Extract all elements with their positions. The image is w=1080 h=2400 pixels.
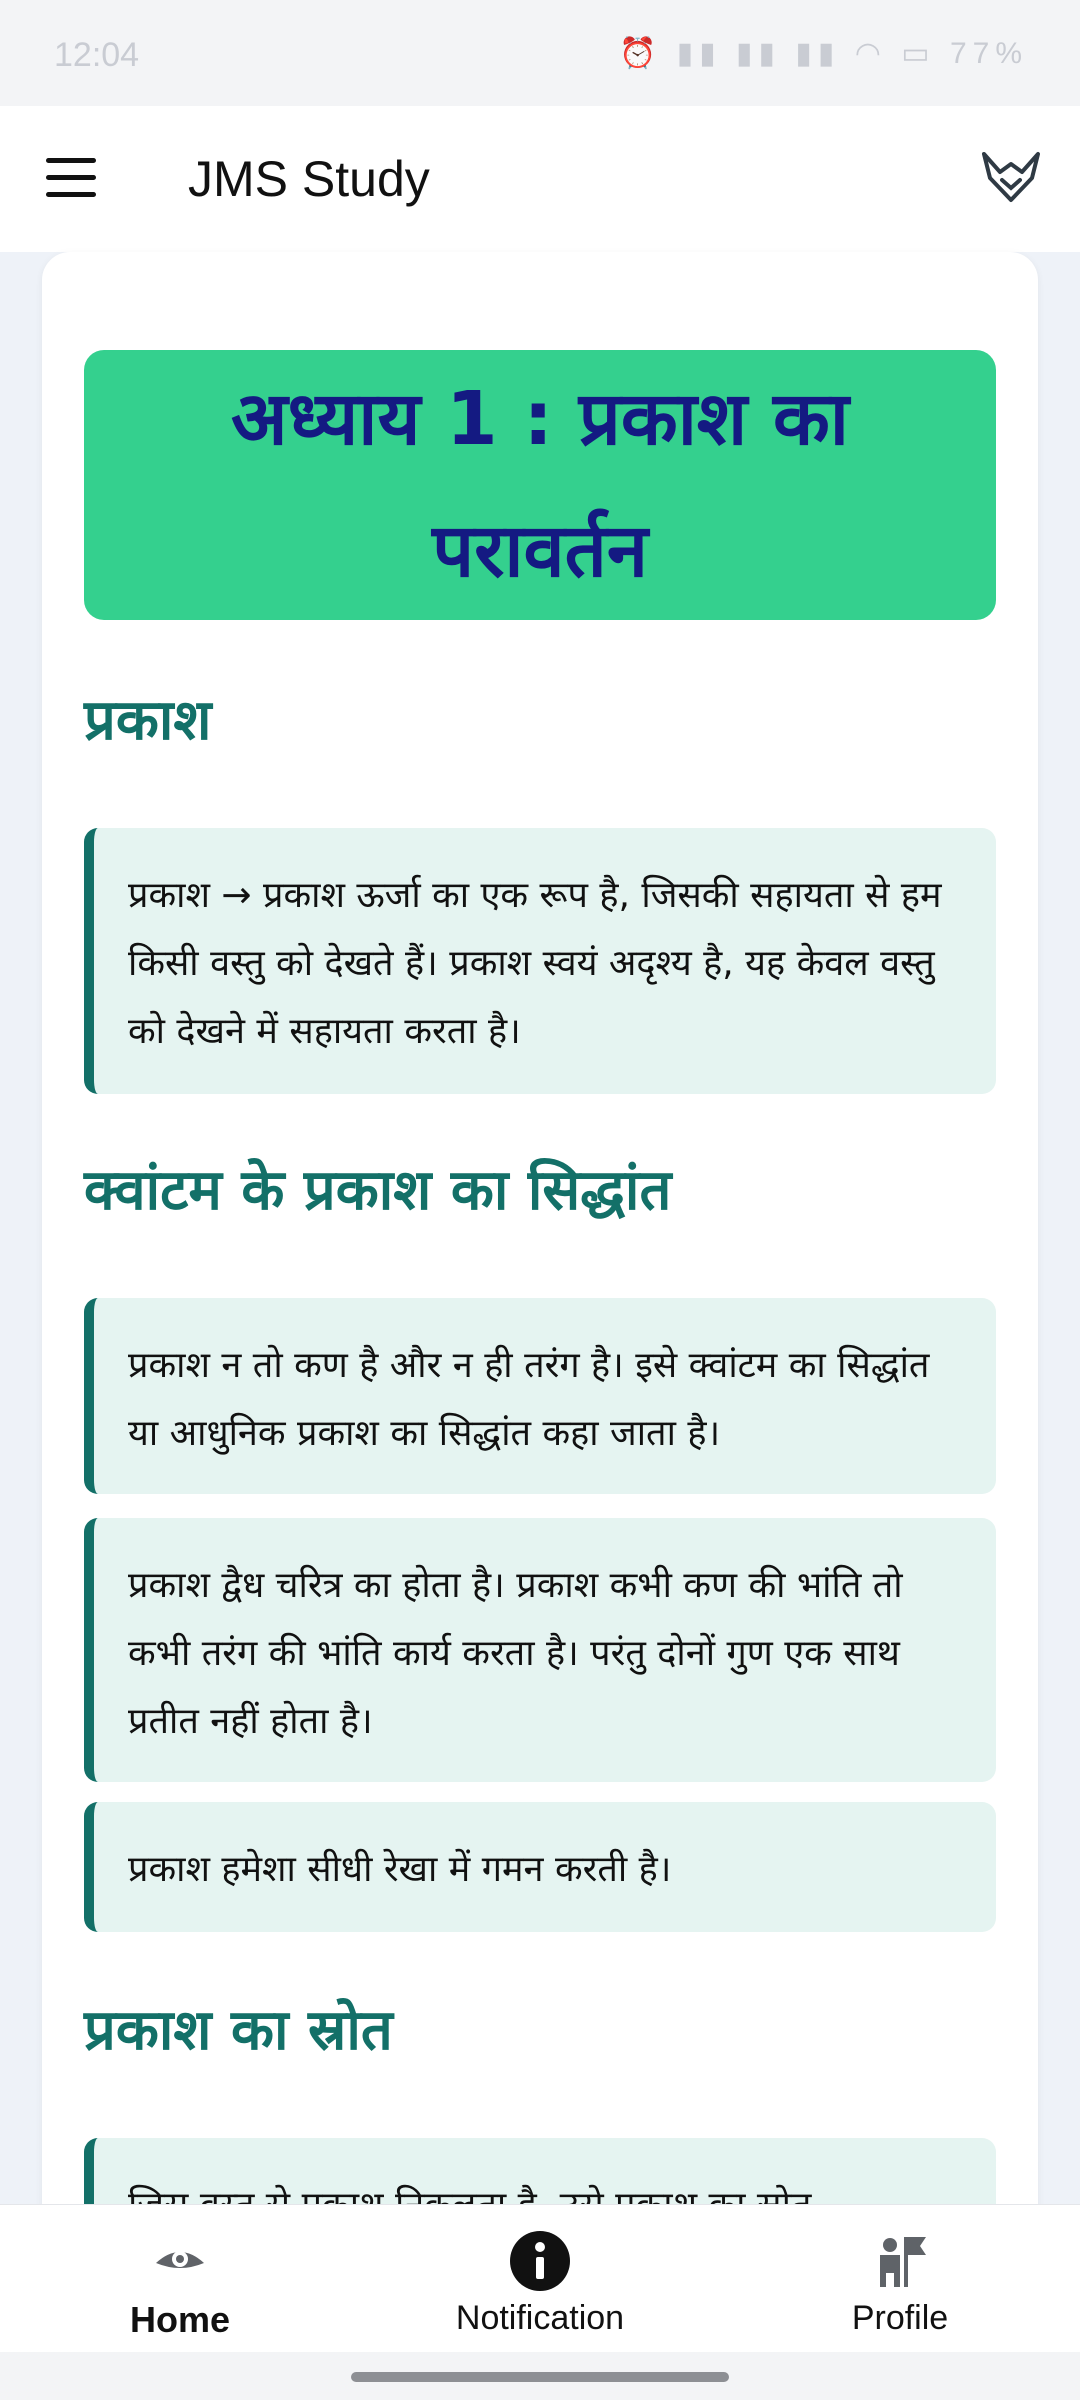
bottom-navigation [0,2204,1080,2352]
person-flag-icon [868,2229,932,2293]
jms-logo-icon[interactable] [978,144,1044,210]
nav-home[interactable] [0,2205,360,2353]
gesture-handle[interactable] [351,2372,729,2382]
note-card: प्रकाश हमेशा सीधी रेखा में गमन करती है। [84,1802,996,1932]
nav-home-label: Home [129,2299,231,2340]
section-heading-source: प्रकाश का स्रोत [84,1998,393,2063]
status-time: 12:04 [54,36,140,74]
note-card: प्रकाश → प्रकाश ऊर्जा का एक रूप है, जिसकी सहायता से हम किसी वस्तु को देखते हैं। प्रकाश स्वयं अदृश्य है, यह केवल वस्तु को देखने में सहायता करता है। [84,828,996,1094]
battery-level: 77% [949,37,1028,70]
eye-icon [148,2229,212,2293]
app-title: JMS Study [188,151,430,207]
info-icon [508,2229,572,2293]
section-heading-prakash: प्रकाश [84,688,212,753]
status-bar [0,0,1080,106]
section-heading-quantum: क्वांटम के प्रकाश का सिद्धांत [84,1158,672,1223]
status-icons [619,36,1028,71]
note-card: प्रकाश न तो कण है और न ही तरंग है। इसे क्वांटम का सिद्धांत या आधुनिक प्रकाश का सिद्धांत कहा जाता है। [84,1298,996,1494]
note-card: प्रकाश द्वैध चरित्र का होता है। प्रकाश कभी कण की भांति तो कभी तरंग की भांति कार्य करता है। परंतु दोनों गुण एक साथ प्रतीत नहीं होता है। [84,1518,996,1782]
chapter-title: अध्याय 1 : प्रकाश का परावर्तन [231,376,849,594]
nav-profile[interactable] [720,2205,1080,2353]
chapter-banner [84,350,996,620]
app-bar [0,106,1080,252]
hamburger-menu-icon[interactable] [44,156,100,200]
nav-profile-label: Profile [851,2299,949,2337]
content-card [42,252,1038,2252]
nav-notification-label: Notification [455,2299,625,2337]
status-indicators: ⏰ ▮▮ ▮▮ ▮▮ ◠ ▭ [619,37,936,70]
nav-notification[interactable] [360,2205,720,2353]
